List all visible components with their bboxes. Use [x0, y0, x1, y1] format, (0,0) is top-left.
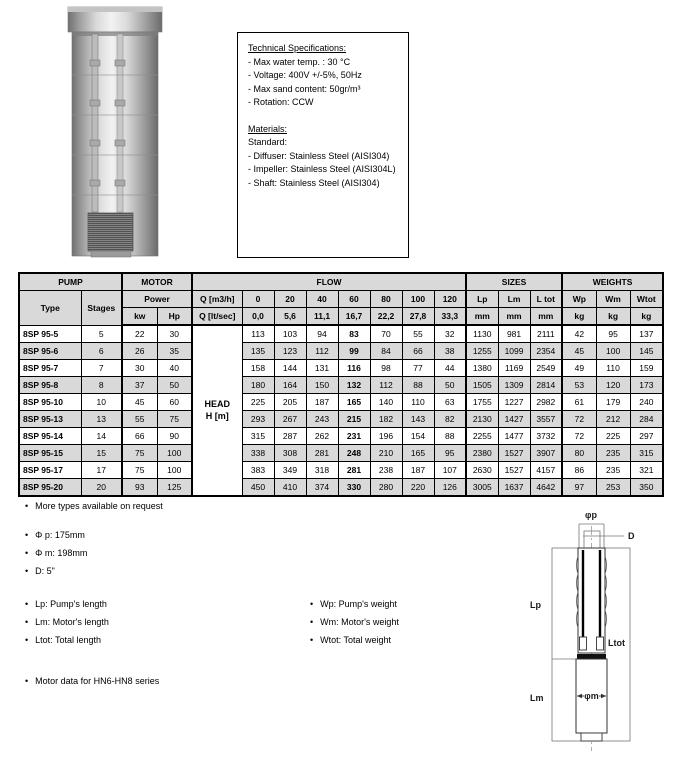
table-cell: 284 — [630, 411, 663, 428]
table-cell: 262 — [306, 428, 338, 445]
unit-hp: Hp — [157, 308, 192, 326]
table-cell: 8SP 95-20 — [19, 479, 81, 497]
table-cell: 116 — [338, 360, 370, 377]
table-cell: 77 — [402, 360, 434, 377]
table-cell: 120 — [596, 377, 630, 394]
table-cell: 88 — [402, 377, 434, 394]
table-cell: 38 — [434, 343, 466, 360]
table-cell: 3907 — [530, 445, 562, 462]
table-cell: 164 — [274, 377, 306, 394]
table-cell: 50 — [434, 377, 466, 394]
table-cell: 50 — [157, 377, 192, 394]
note-item: • Lm: Motor's length — [25, 613, 109, 631]
table-cell: 35 — [157, 343, 192, 360]
table-cell: 154 — [402, 428, 434, 445]
materials-item: - Impeller: Stainless Steel (AISI304L) — [248, 164, 396, 174]
table-cell: 100 — [596, 343, 630, 360]
table-cell: 267 — [274, 411, 306, 428]
table-cell: 2549 — [530, 360, 562, 377]
table-cell: 112 — [370, 377, 402, 394]
label-ltot: Ltot — [608, 638, 625, 648]
table-cell: 297 — [630, 428, 663, 445]
table-cell: 212 — [596, 411, 630, 428]
table-cell: 321 — [630, 462, 663, 479]
ltsec-1: 5,6 — [274, 308, 306, 326]
note-item: • Wp: Pump's weight — [310, 595, 399, 613]
table-cell: 1427 — [498, 411, 530, 428]
table-cell: 281 — [338, 462, 370, 479]
table-cell: 8 — [81, 377, 122, 394]
table-cell: 110 — [402, 394, 434, 411]
table-cell: 2814 — [530, 377, 562, 394]
materials-item: - Shaft: Stainless Steel (AISI304) — [248, 177, 380, 188]
materials-item: Standard: — [248, 137, 288, 147]
table-cell: 235 — [596, 445, 630, 462]
note-item: • D: 5" — [25, 562, 87, 580]
note-dimensions — [25, 526, 87, 580]
note-item: • Φ p: 175mm — [25, 526, 87, 544]
table-cell: 90 — [157, 428, 192, 445]
table-row — [19, 462, 663, 479]
table-cell: 280 — [370, 479, 402, 497]
table-cell: 8SP 95-7 — [19, 360, 81, 377]
table-cell: 10 — [81, 394, 122, 411]
table-cell: 8SP 95-10 — [19, 394, 81, 411]
table-cell: 8SP 95-6 — [19, 343, 81, 360]
table-cell: 981 — [498, 325, 530, 343]
table-cell: 82 — [434, 411, 466, 428]
spec-box — [237, 32, 409, 258]
ltsec-0: 0,0 — [242, 308, 274, 326]
table-cell: 8SP 95-13 — [19, 411, 81, 428]
table-cell: 410 — [274, 479, 306, 497]
table-cell: 135 — [242, 343, 274, 360]
table-cell: 30 — [122, 360, 157, 377]
note-more-types: • More types available on request — [25, 501, 163, 511]
pump-strainer-mesh — [88, 213, 133, 251]
table-cell: 26 — [122, 343, 157, 360]
table-cell: 32 — [434, 325, 466, 343]
col-flow-0: 0 — [242, 291, 274, 308]
table-cell: 80 — [562, 445, 596, 462]
label-phi-m: φm — [584, 691, 599, 701]
unit-kw: kw — [122, 308, 157, 326]
table-cell: 165 — [338, 394, 370, 411]
table-cell: 205 — [274, 394, 306, 411]
table-cell: 110 — [596, 360, 630, 377]
table-cell: 1227 — [498, 394, 530, 411]
table-cell: 72 — [562, 411, 596, 428]
table-cell: 2982 — [530, 394, 562, 411]
note-lengths — [25, 595, 109, 649]
label-phi-p: φp — [585, 510, 597, 520]
table-cell: 40 — [157, 360, 192, 377]
table-cell: 22 — [122, 325, 157, 343]
spec-item: - Max sand content: 50gr/m³ — [248, 83, 361, 94]
table-cell: 2130 — [466, 411, 498, 428]
ltsec-5: 27,8 — [402, 308, 434, 326]
table-cell: 281 — [306, 445, 338, 462]
table-cell: 113 — [242, 325, 274, 343]
table-cell: 1255 — [466, 343, 498, 360]
note-item: • Ltot: Total length — [25, 631, 109, 649]
table-cell: 2630 — [466, 462, 498, 479]
note-item: • Wtot: Total weight — [310, 631, 399, 649]
table-cell: 315 — [630, 445, 663, 462]
table-cell: 66 — [122, 428, 157, 445]
table-cell: 17 — [81, 462, 122, 479]
table-cell: 1637 — [498, 479, 530, 497]
table-cell: 308 — [274, 445, 306, 462]
pump-data-table — [18, 272, 664, 497]
table-cell: 61 — [562, 394, 596, 411]
col-flow-40: 40 — [306, 291, 338, 308]
table-cell: 150 — [306, 377, 338, 394]
table-cell: 6 — [81, 343, 122, 360]
spec-item: - Rotation: CCW — [248, 97, 314, 107]
note-item: • Φ m: 198mm — [25, 544, 87, 562]
col-wtot: Wtot — [630, 291, 663, 308]
table-cell: 75 — [122, 445, 157, 462]
table-cell: 100 — [157, 462, 192, 479]
label-d: D — [628, 531, 635, 541]
col-flow-120: 120 — [434, 291, 466, 308]
table-cell: 318 — [306, 462, 338, 479]
table-cell: 86 — [562, 462, 596, 479]
table-cell: 100 — [157, 445, 192, 462]
table-cell: 287 — [274, 428, 306, 445]
table-cell: 231 — [338, 428, 370, 445]
table-row — [19, 343, 663, 360]
table-cell: 30 — [157, 325, 192, 343]
table-cell: 137 — [630, 325, 663, 343]
table-cell: 98 — [370, 360, 402, 377]
note-item: • Wm: Motor's weight — [310, 613, 399, 631]
pump-product-photo — [55, 5, 175, 260]
table-cell: 44 — [434, 360, 466, 377]
table-cell: 225 — [596, 428, 630, 445]
table-cell: 180 — [242, 377, 274, 394]
ltsec-6: 33,3 — [434, 308, 466, 326]
table-cell: 238 — [370, 462, 402, 479]
table-cell: 2111 — [530, 325, 562, 343]
unit-mm-1: mm — [498, 308, 530, 326]
table-cell: 179 — [596, 394, 630, 411]
head-cell: HEAD H [m] — [192, 325, 242, 496]
table-cell: 37 — [122, 377, 157, 394]
table-cell: 8SP 95-5 — [19, 325, 81, 343]
table-cell: 103 — [274, 325, 306, 343]
table-cell: 330 — [338, 479, 370, 497]
table-cell: 131 — [306, 360, 338, 377]
table-cell: 63 — [434, 394, 466, 411]
bullet-icon: • — [25, 676, 29, 686]
table-cell: 83 — [338, 325, 370, 343]
table-cell: 42 — [562, 325, 596, 343]
table-cell: 220 — [402, 479, 434, 497]
table-cell: 225 — [242, 394, 274, 411]
table-row — [19, 445, 663, 462]
table-cell: 248 — [338, 445, 370, 462]
coupling-band — [577, 654, 606, 659]
ltsec-2: 11,1 — [306, 308, 338, 326]
table-cell: 112 — [306, 343, 338, 360]
table-cell: 99 — [338, 343, 370, 360]
group-sizes: SIZES — [466, 273, 562, 291]
table-cell: 8SP 95-14 — [19, 428, 81, 445]
table-cell: 383 — [242, 462, 274, 479]
col-q-ltsec: Q [lt/sec] — [192, 308, 242, 326]
table-cell: 55 — [122, 411, 157, 428]
col-flow-100: 100 — [402, 291, 434, 308]
table-cell: 3557 — [530, 411, 562, 428]
table-cell: 20 — [81, 479, 122, 497]
col-flow-20: 20 — [274, 291, 306, 308]
group-pump: PUMP — [19, 273, 122, 291]
table-cell: 293 — [242, 411, 274, 428]
table-cell: 196 — [370, 428, 402, 445]
table-cell: 1527 — [498, 445, 530, 462]
note-item: • Lp: Pump's length — [25, 595, 109, 613]
table-cell: 235 — [596, 462, 630, 479]
table-cell: 8SP 95-8 — [19, 377, 81, 394]
table-cell: 1380 — [466, 360, 498, 377]
table-cell: 315 — [242, 428, 274, 445]
col-flow-80: 80 — [370, 291, 402, 308]
table-cell: 1477 — [498, 428, 530, 445]
table-cell: 2354 — [530, 343, 562, 360]
table-cell: 1505 — [466, 377, 498, 394]
note-motor-data: • Motor data for HN6-HN8 series — [25, 676, 160, 686]
table-cell: 94 — [306, 325, 338, 343]
table-cell: 5 — [81, 325, 122, 343]
spec-item: - Max water temp. : 30 °C — [248, 56, 351, 67]
table-cell: 45 — [562, 343, 596, 360]
col-q-m3h: Q [m3/h] — [192, 291, 242, 308]
table-cell: 182 — [370, 411, 402, 428]
table-cell: 97 — [562, 479, 596, 497]
table-cell: 53 — [562, 377, 596, 394]
table-cell: 210 — [370, 445, 402, 462]
table-cell: 13 — [81, 411, 122, 428]
table-cell: 450 — [242, 479, 274, 497]
table-cell: 8SP 95-15 — [19, 445, 81, 462]
note-weights — [310, 595, 399, 649]
table-row — [19, 360, 663, 377]
col-flow-60: 60 — [338, 291, 370, 308]
unit-kg-1: kg — [596, 308, 630, 326]
unit-mm-0: mm — [466, 308, 498, 326]
unit-mm-2: mm — [530, 308, 562, 326]
table-cell: 145 — [630, 343, 663, 360]
table-cell: 140 — [370, 394, 402, 411]
table-cell: 84 — [370, 343, 402, 360]
table-cell: 2380 — [466, 445, 498, 462]
materials-list — [248, 136, 402, 190]
table-cell: 4157 — [530, 462, 562, 479]
column-header-row — [19, 291, 663, 308]
table-cell: 45 — [122, 394, 157, 411]
table-cell: 187 — [402, 462, 434, 479]
table-row — [19, 479, 663, 497]
table-cell: 173 — [630, 377, 663, 394]
table-cell: 3732 — [530, 428, 562, 445]
col-type: Type — [19, 291, 81, 326]
table-cell: 1309 — [498, 377, 530, 394]
col-wp: Wp — [562, 291, 596, 308]
table-cell: 374 — [306, 479, 338, 497]
col-lp: Lp — [466, 291, 498, 308]
label-lm: Lm — [530, 693, 544, 703]
table-row — [19, 394, 663, 411]
spec-list — [248, 56, 402, 110]
col-ltot: L tot — [530, 291, 562, 308]
group-motor: MOTOR — [122, 273, 192, 291]
materials-title: Materials: — [248, 123, 288, 134]
table-cell: 75 — [157, 411, 192, 428]
col-power: Power — [122, 291, 192, 308]
materials-item: - Diffuser: Stainless Steel (AISI304) — [248, 150, 390, 161]
table-cell: 159 — [630, 360, 663, 377]
table-cell: 8SP 95-17 — [19, 462, 81, 479]
table-cell: 243 — [306, 411, 338, 428]
table-cell: 187 — [306, 394, 338, 411]
dimension-diagram — [520, 498, 680, 763]
table-cell: 240 — [630, 394, 663, 411]
table-cell: 55 — [402, 325, 434, 343]
ltsec-4: 22,2 — [370, 308, 402, 326]
table-cell: 1527 — [498, 462, 530, 479]
unit-kg-0: kg — [562, 308, 596, 326]
table-row — [19, 325, 663, 343]
table-cell: 158 — [242, 360, 274, 377]
table-cell: 338 — [242, 445, 274, 462]
table-cell: 66 — [402, 343, 434, 360]
table-cell: 215 — [338, 411, 370, 428]
col-stages: Stages — [81, 291, 122, 326]
table-cell: 132 — [338, 377, 370, 394]
table-cell: 95 — [596, 325, 630, 343]
table-cell: 95 — [434, 445, 466, 462]
label-lp: Lp — [530, 600, 541, 610]
group-weights: WEIGHTS — [562, 273, 663, 291]
table-cell: 1755 — [466, 394, 498, 411]
spec-item: - Voltage: 400V +/-5%, 50Hz — [248, 70, 362, 80]
table-cell: 72 — [562, 428, 596, 445]
bullet-icon: • — [25, 501, 29, 511]
col-wm: Wm — [596, 291, 630, 308]
table-cell: 1130 — [466, 325, 498, 343]
table-body — [19, 325, 663, 496]
table-cell: 3005 — [466, 479, 498, 497]
table-cell: 1169 — [498, 360, 530, 377]
table-cell: 4642 — [530, 479, 562, 497]
group-header-row — [19, 273, 663, 291]
unit-kg-2: kg — [630, 308, 663, 326]
table-cell: 350 — [630, 479, 663, 497]
table-row — [19, 411, 663, 428]
table-cell: 15 — [81, 445, 122, 462]
table-cell: 60 — [157, 394, 192, 411]
table-cell: 1099 — [498, 343, 530, 360]
table-cell: 49 — [562, 360, 596, 377]
table-cell: 165 — [402, 445, 434, 462]
table-cell: 143 — [402, 411, 434, 428]
table-cell: 7 — [81, 360, 122, 377]
table-cell: 125 — [157, 479, 192, 497]
table-cell: 75 — [122, 462, 157, 479]
ltsec-3: 16,7 — [338, 308, 370, 326]
table-cell: 2255 — [466, 428, 498, 445]
table-cell: 123 — [274, 343, 306, 360]
table-cell: 70 — [370, 325, 402, 343]
table-cell: 126 — [434, 479, 466, 497]
table-cell: 107 — [434, 462, 466, 479]
table-cell: 93 — [122, 479, 157, 497]
group-flow: FLOW — [192, 273, 466, 291]
table-cell: 88 — [434, 428, 466, 445]
table-row — [19, 377, 663, 394]
table-cell: 144 — [274, 360, 306, 377]
spec-title: Technical Specifications: — [248, 43, 347, 53]
table-row — [19, 428, 663, 445]
table-cell: 14 — [81, 428, 122, 445]
table-cell: 349 — [274, 462, 306, 479]
table-cell: 253 — [596, 479, 630, 497]
col-lm: Lm — [498, 291, 530, 308]
